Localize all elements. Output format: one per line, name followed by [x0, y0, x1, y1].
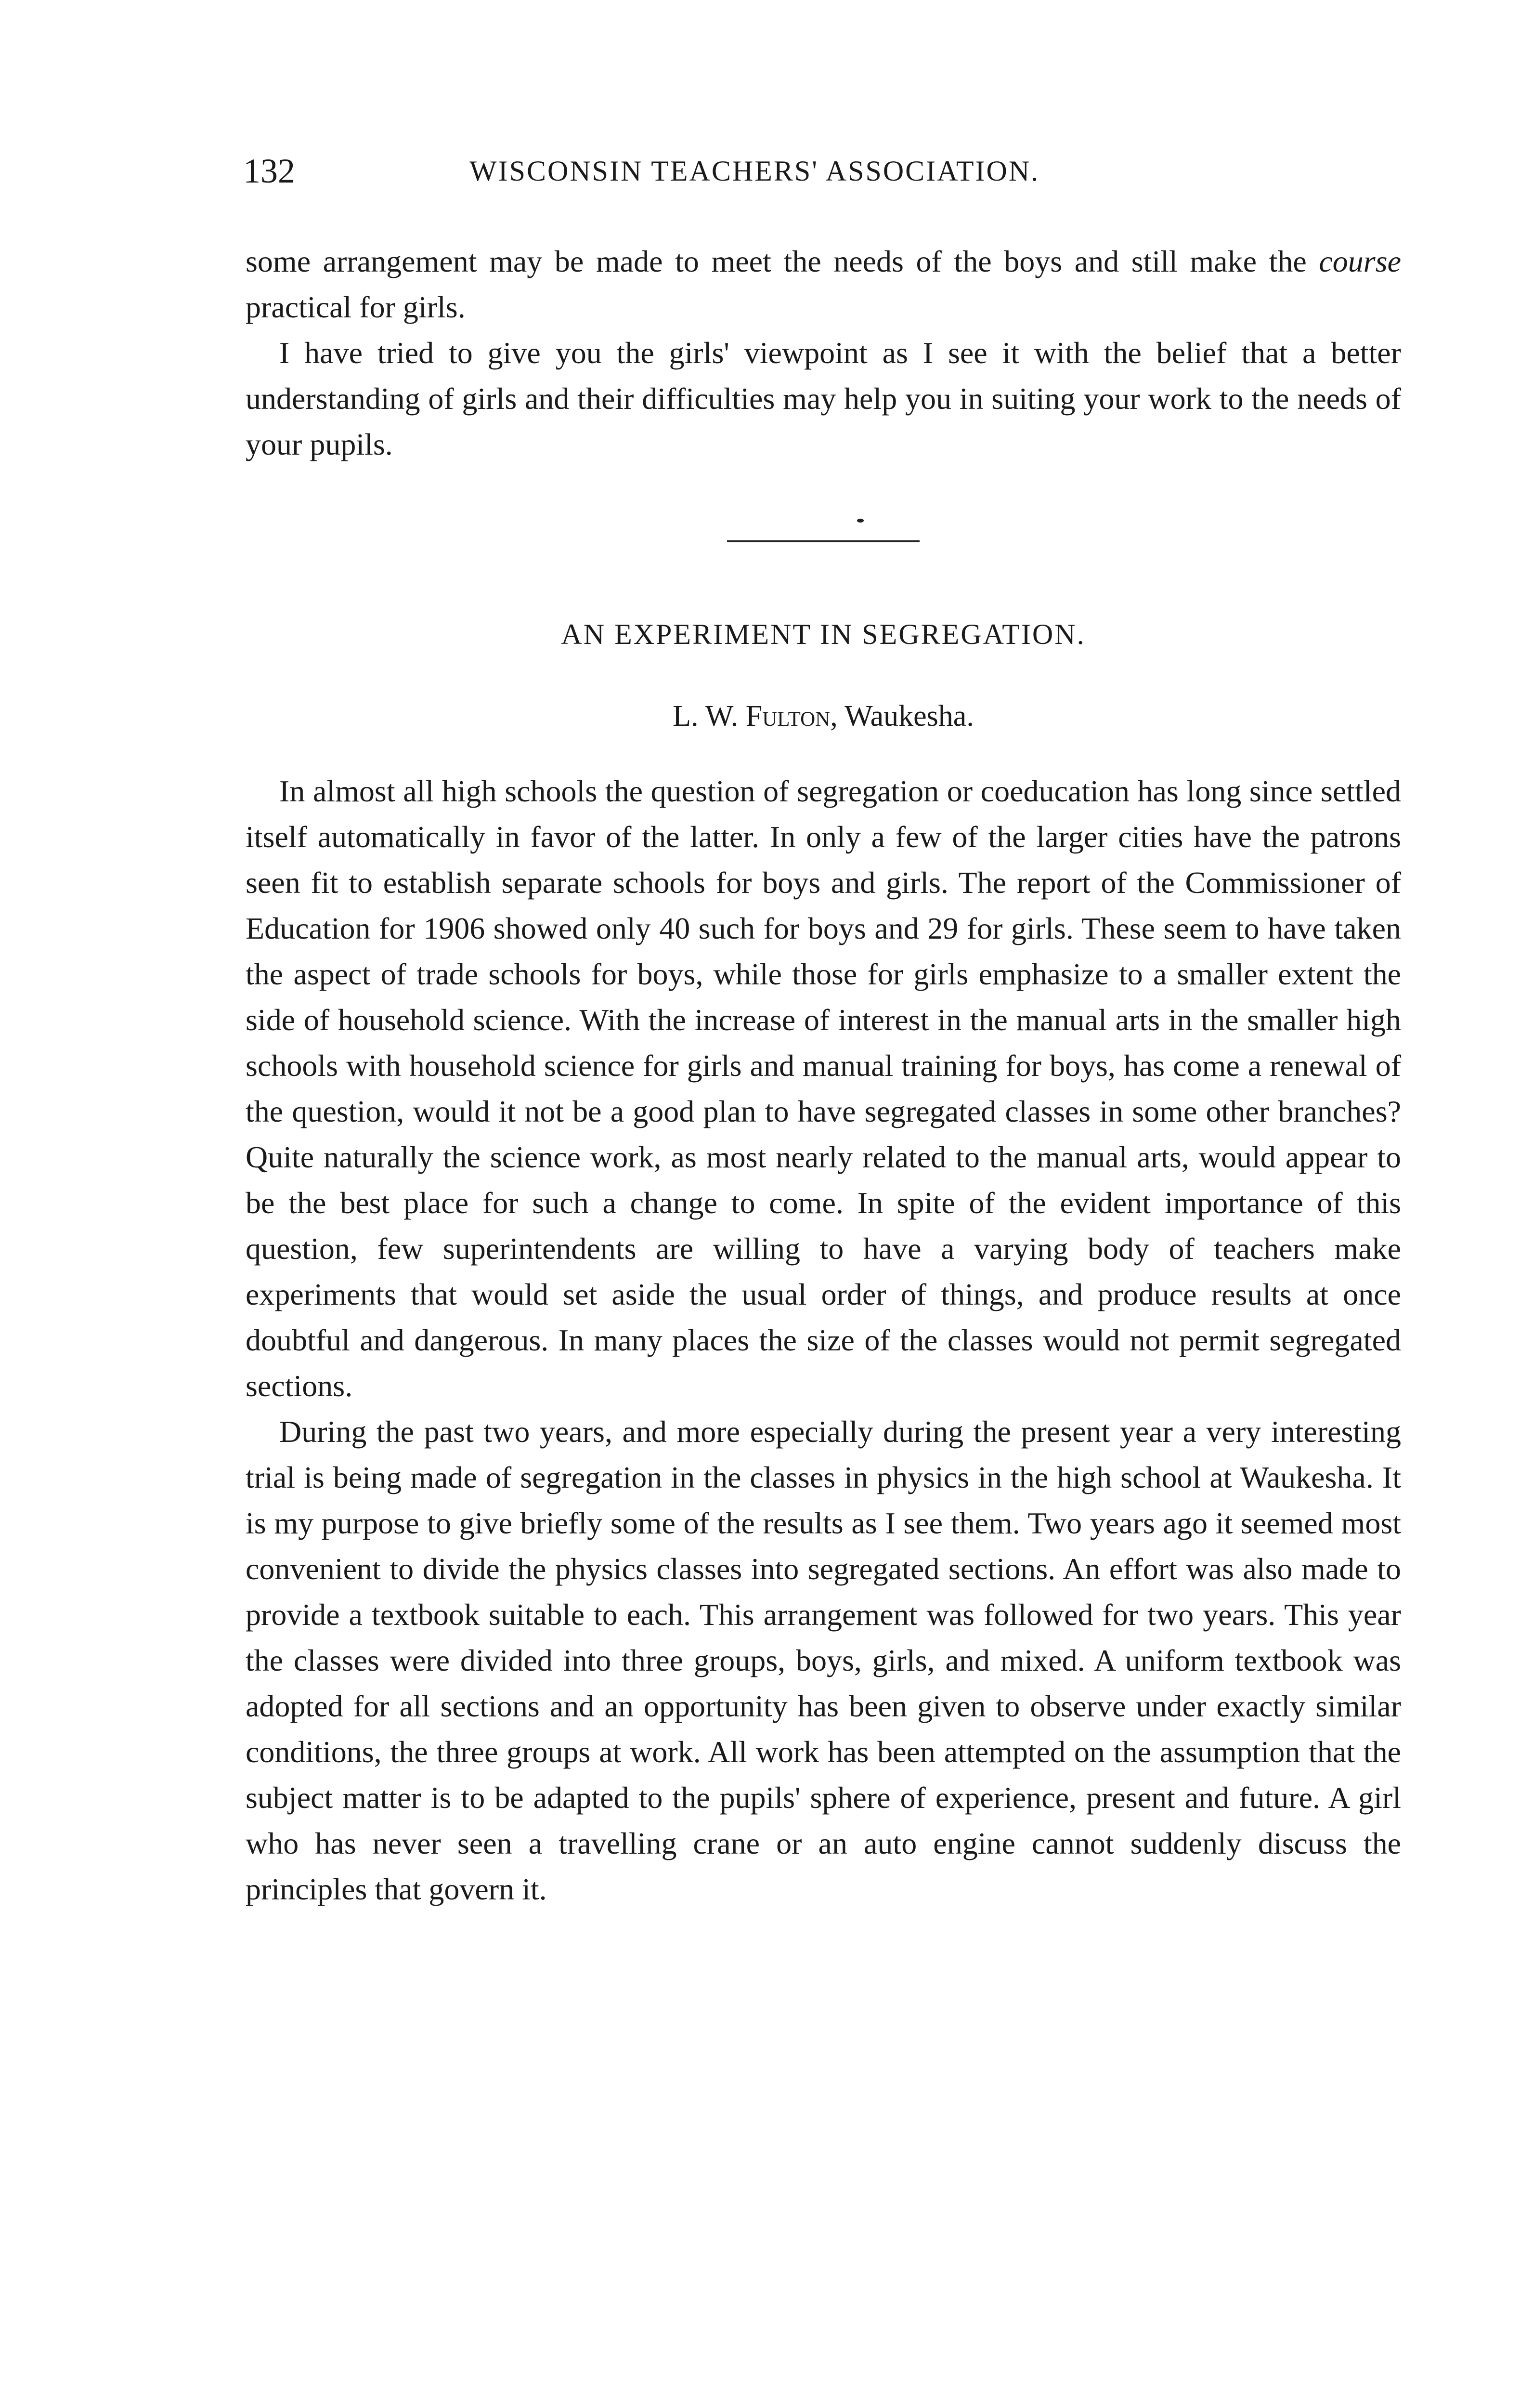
author-initials: L. W. [673, 700, 746, 733]
article-body [246, 768, 1401, 1912]
paragraph-text: some arrangement may be made to meet the needs of the boys and still make the [246, 244, 1319, 278]
previous-article-ending [246, 238, 1401, 467]
paragraph [246, 238, 1401, 330]
article-title: AN EXPERIMENT IN SEGREGATION. [561, 618, 1086, 650]
paragraph-text: practical for girls. [246, 290, 466, 324]
italic-word: course [1319, 244, 1401, 278]
paragraph: During the past two years, and more especially during the present year a very interesting trial is being made of segregation in the classes in physics in the high school at Waukesha. It is my purpose to give briefly some of the results as I see them. Two years ago it seemed most convenient to divide the physics classes into segregated sections. An effort was also made to provide a textbook suitable to each. This arrangement was followed for two years. This year the classes were divided into three groups, boys, girls, and mixed. A uniform textbook was adopted for all sections and an opportunity has been given to observe under exactly similar conditions, the three groups at work. All work has been attempted on the assumption that the subject matter is to be adapted to the pupils' sphere of experience, present and future. A girl who has never seen a travelling crane or an auto engine cannot suddenly discuss the principles that govern it. [246, 1414, 1401, 1906]
divider-dot [857, 519, 864, 523]
author-location: , Waukesha. [830, 700, 974, 733]
page-number: 132 [243, 152, 295, 190]
running-head [243, 144, 1399, 197]
paragraph: In almost all high schools the question of segregation or coeducation has long since settled itself automatically in favor of the latter. In only a few of the larger cities have the patrons seen fit to establish separate schools for boys and girls. The report of the Commissioner of Education for 1906 showed only 40 such for boys and 29 for girls. These seem to have taken the aspect of trade schools for boys, while those for girls emphasize to a smaller extent the side of household science. With the increase of interest in the manual arts in the smaller high schools with household science for girls and manual training for boys, has come a renewal of the question, would it not be a good plan to have segregated classes in some other branches? Quite naturally the science work, as most nearly related to the manual arts, would appear to be the best place for such a change to come. In spite of the evident importance of this question, few superintendents are willing to have a varying body of teachers make experiments that would set aside the usual order of things, and produce results at once doubtful and dangerous. In many places the size of the classes would not permit segregated sections. [246, 774, 1401, 1403]
section-divider [727, 540, 920, 542]
article-byline [246, 694, 1401, 739]
running-head-title: WISCONSIN TEACHERS' ASSOCIATION. [469, 155, 1040, 187]
author-surname: Fulton [745, 700, 831, 733]
paragraph: I have tried to give you the girls' viewpoint as I see it with the belief that a better understanding of girls and their difficulties may help you in suiting your work to the needs of your pupils. [246, 336, 1401, 461]
